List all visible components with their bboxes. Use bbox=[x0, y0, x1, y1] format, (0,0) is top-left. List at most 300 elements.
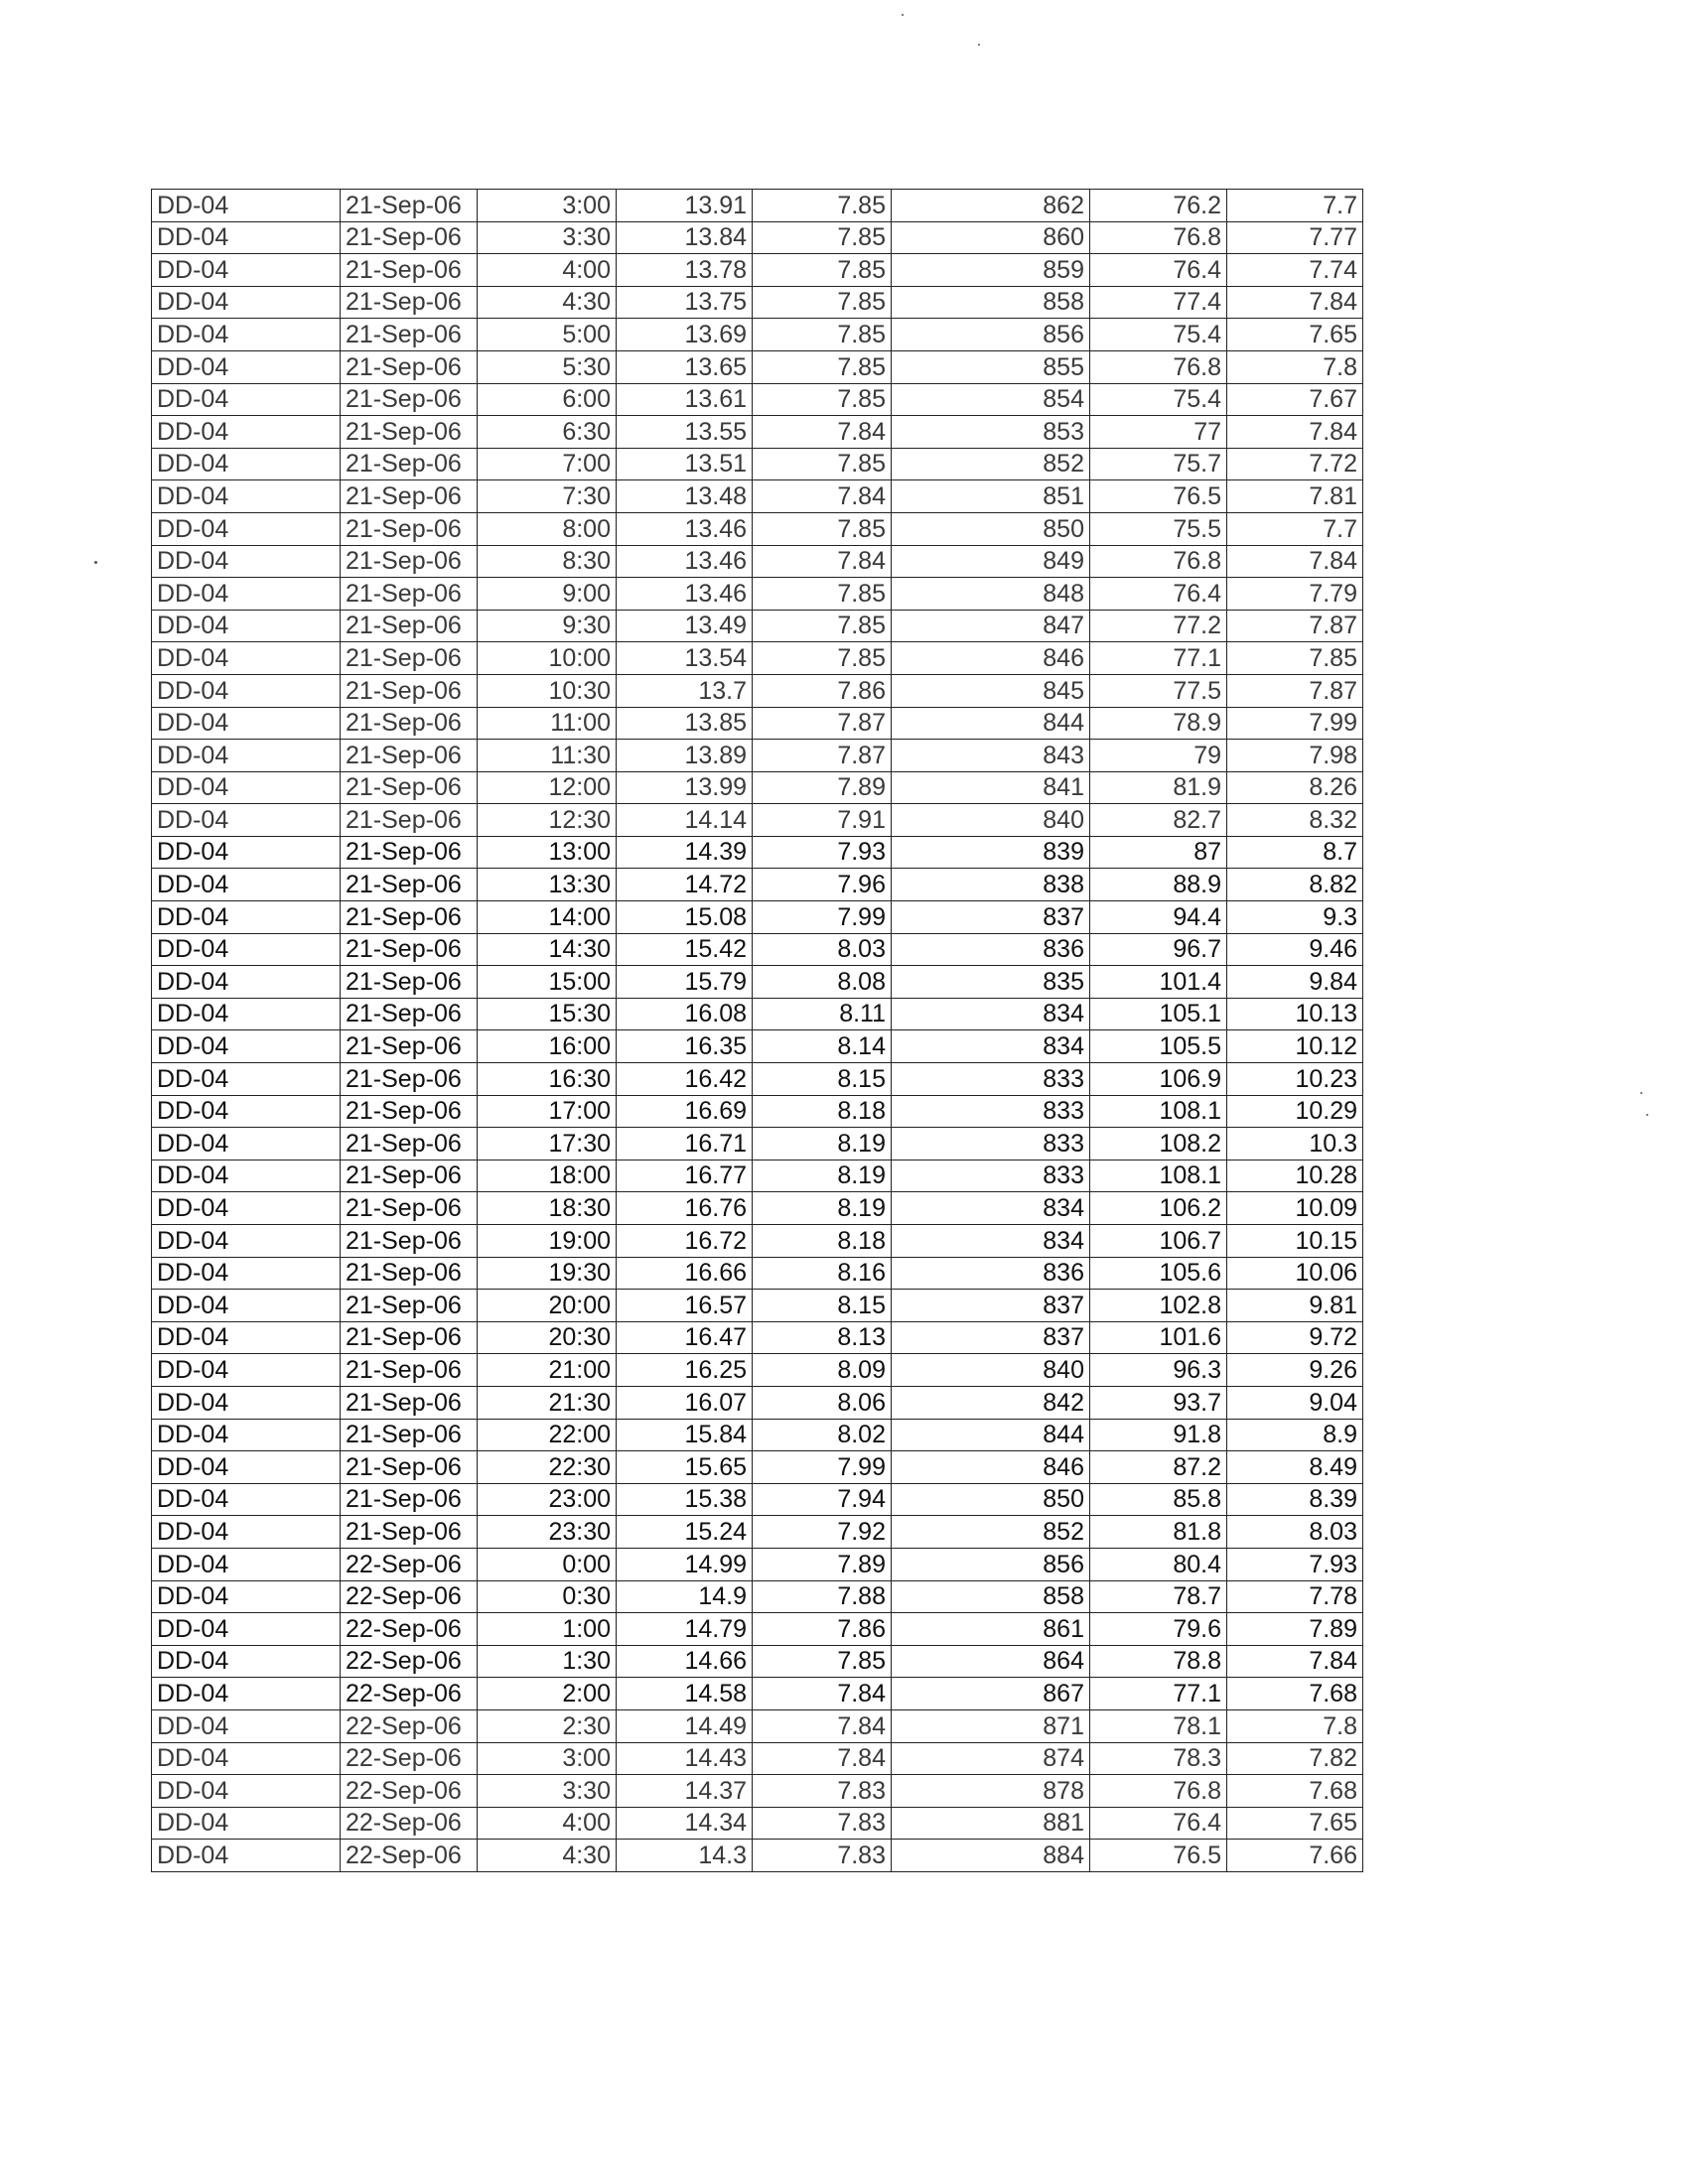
value-c-cell: 840 bbox=[892, 804, 1090, 837]
value-d-cell: 76.2 bbox=[1090, 190, 1227, 222]
time-cell: 2:00 bbox=[478, 1678, 617, 1710]
value-d-cell: 75.7 bbox=[1090, 448, 1227, 480]
time-cell: 0:30 bbox=[478, 1580, 617, 1613]
value-e-cell: 7.74 bbox=[1227, 254, 1363, 287]
value-e-cell: 7.84 bbox=[1227, 416, 1363, 449]
time-cell: 21:30 bbox=[478, 1386, 617, 1419]
value-e-cell: 7.87 bbox=[1227, 674, 1363, 707]
value-c-cell: 884 bbox=[892, 1840, 1090, 1872]
table-row bbox=[152, 1516, 1363, 1549]
value-a-cell: 13.89 bbox=[617, 740, 753, 772]
value-a-cell: 14.43 bbox=[617, 1742, 753, 1775]
time-cell: 4:30 bbox=[478, 286, 617, 319]
value-d-cell: 101.6 bbox=[1090, 1321, 1227, 1354]
date-cell: 21-Sep-06 bbox=[341, 901, 478, 934]
time-cell: 8:30 bbox=[478, 545, 617, 578]
value-b-cell: 7.87 bbox=[753, 707, 892, 740]
date-cell: 21-Sep-06 bbox=[341, 771, 478, 804]
time-cell: 6:30 bbox=[478, 416, 617, 449]
date-cell: 21-Sep-06 bbox=[341, 254, 478, 287]
value-c-cell: 846 bbox=[892, 642, 1090, 675]
value-b-cell: 8.18 bbox=[753, 1095, 892, 1128]
table-row bbox=[152, 740, 1363, 772]
value-b-cell: 8.06 bbox=[753, 1386, 892, 1419]
value-b-cell: 7.85 bbox=[753, 1645, 892, 1678]
value-c-cell: 839 bbox=[892, 836, 1090, 869]
date-cell: 21-Sep-06 bbox=[341, 1290, 478, 1322]
well-id-cell: DD-04 bbox=[152, 1483, 341, 1516]
value-c-cell: 850 bbox=[892, 512, 1090, 545]
table-row bbox=[152, 1613, 1363, 1646]
value-a-cell: 13.78 bbox=[617, 254, 753, 287]
time-cell: 4:00 bbox=[478, 1807, 617, 1840]
value-d-cell: 77.5 bbox=[1090, 674, 1227, 707]
well-id-cell: DD-04 bbox=[152, 350, 341, 383]
value-d-cell: 105.1 bbox=[1090, 998, 1227, 1030]
table-row bbox=[152, 1095, 1363, 1128]
time-cell: 19:00 bbox=[478, 1225, 617, 1258]
value-b-cell: 7.85 bbox=[753, 383, 892, 416]
date-cell: 21-Sep-06 bbox=[341, 740, 478, 772]
value-c-cell: 858 bbox=[892, 286, 1090, 319]
value-a-cell: 13.7 bbox=[617, 674, 753, 707]
value-d-cell: 77.1 bbox=[1090, 1678, 1227, 1710]
value-b-cell: 7.84 bbox=[753, 1709, 892, 1742]
date-cell: 22-Sep-06 bbox=[341, 1709, 478, 1742]
value-e-cell: 9.81 bbox=[1227, 1290, 1363, 1322]
date-cell: 22-Sep-06 bbox=[341, 1580, 478, 1613]
well-id-cell: DD-04 bbox=[152, 480, 341, 513]
value-e-cell: 10.06 bbox=[1227, 1257, 1363, 1290]
value-c-cell: 851 bbox=[892, 480, 1090, 513]
date-cell: 21-Sep-06 bbox=[341, 1095, 478, 1128]
value-d-cell: 108.1 bbox=[1090, 1160, 1227, 1192]
time-cell: 15:00 bbox=[478, 966, 617, 999]
value-a-cell: 16.77 bbox=[617, 1160, 753, 1192]
well-id-cell: DD-04 bbox=[152, 1548, 341, 1580]
value-d-cell: 88.9 bbox=[1090, 869, 1227, 901]
value-c-cell: 836 bbox=[892, 1257, 1090, 1290]
value-c-cell: 834 bbox=[892, 998, 1090, 1030]
date-cell: 21-Sep-06 bbox=[341, 578, 478, 611]
well-id-cell: DD-04 bbox=[152, 966, 341, 999]
table-row bbox=[152, 319, 1363, 351]
value-d-cell: 77.2 bbox=[1090, 610, 1227, 642]
date-cell: 21-Sep-06 bbox=[341, 1516, 478, 1549]
value-b-cell: 7.96 bbox=[753, 869, 892, 901]
value-e-cell: 7.77 bbox=[1227, 221, 1363, 254]
well-id-cell: DD-04 bbox=[152, 1516, 341, 1549]
date-cell: 21-Sep-06 bbox=[341, 1225, 478, 1258]
value-c-cell: 867 bbox=[892, 1678, 1090, 1710]
value-b-cell: 7.85 bbox=[753, 448, 892, 480]
date-cell: 22-Sep-06 bbox=[341, 1807, 478, 1840]
well-id-cell: DD-04 bbox=[152, 901, 341, 934]
value-d-cell: 81.9 bbox=[1090, 771, 1227, 804]
time-cell: 2:30 bbox=[478, 1709, 617, 1742]
date-cell: 22-Sep-06 bbox=[341, 1742, 478, 1775]
scan-speck bbox=[1640, 1092, 1642, 1094]
value-d-cell: 101.4 bbox=[1090, 966, 1227, 999]
value-c-cell: 837 bbox=[892, 1290, 1090, 1322]
value-b-cell: 7.83 bbox=[753, 1807, 892, 1840]
value-e-cell: 10.13 bbox=[1227, 998, 1363, 1030]
value-b-cell: 8.19 bbox=[753, 1192, 892, 1225]
well-id-cell: DD-04 bbox=[152, 254, 341, 287]
value-a-cell: 13.99 bbox=[617, 771, 753, 804]
value-a-cell: 13.46 bbox=[617, 512, 753, 545]
value-c-cell: 849 bbox=[892, 545, 1090, 578]
table-row bbox=[152, 1063, 1363, 1096]
value-d-cell: 76.5 bbox=[1090, 480, 1227, 513]
date-cell: 21-Sep-06 bbox=[341, 1160, 478, 1192]
date-cell: 21-Sep-06 bbox=[341, 1451, 478, 1484]
value-d-cell: 78.3 bbox=[1090, 1742, 1227, 1775]
value-b-cell: 8.15 bbox=[753, 1063, 892, 1096]
value-b-cell: 8.19 bbox=[753, 1128, 892, 1160]
value-c-cell: 847 bbox=[892, 610, 1090, 642]
date-cell: 21-Sep-06 bbox=[341, 804, 478, 837]
value-e-cell: 7.85 bbox=[1227, 642, 1363, 675]
value-d-cell: 79.6 bbox=[1090, 1613, 1227, 1646]
table-row bbox=[152, 901, 1363, 934]
value-c-cell: 856 bbox=[892, 1548, 1090, 1580]
time-cell: 0:00 bbox=[478, 1548, 617, 1580]
date-cell: 21-Sep-06 bbox=[341, 480, 478, 513]
table-row bbox=[152, 1128, 1363, 1160]
table-row bbox=[152, 383, 1363, 416]
value-b-cell: 8.09 bbox=[753, 1354, 892, 1387]
value-c-cell: 853 bbox=[892, 416, 1090, 449]
well-id-cell: DD-04 bbox=[152, 1030, 341, 1063]
value-c-cell: 833 bbox=[892, 1063, 1090, 1096]
value-e-cell: 9.84 bbox=[1227, 966, 1363, 999]
value-c-cell: 833 bbox=[892, 1160, 1090, 1192]
time-cell: 18:30 bbox=[478, 1192, 617, 1225]
value-e-cell: 8.32 bbox=[1227, 804, 1363, 837]
table-row bbox=[152, 1257, 1363, 1290]
time-cell: 8:00 bbox=[478, 512, 617, 545]
value-a-cell: 16.07 bbox=[617, 1386, 753, 1419]
value-c-cell: 833 bbox=[892, 1095, 1090, 1128]
table-row bbox=[152, 545, 1363, 578]
value-b-cell: 7.84 bbox=[753, 480, 892, 513]
value-a-cell: 16.72 bbox=[617, 1225, 753, 1258]
value-a-cell: 13.91 bbox=[617, 190, 753, 222]
value-b-cell: 7.91 bbox=[753, 804, 892, 837]
value-a-cell: 16.35 bbox=[617, 1030, 753, 1063]
date-cell: 21-Sep-06 bbox=[341, 1354, 478, 1387]
value-a-cell: 16.76 bbox=[617, 1192, 753, 1225]
value-a-cell: 14.58 bbox=[617, 1678, 753, 1710]
well-id-cell: DD-04 bbox=[152, 1128, 341, 1160]
time-cell: 7:00 bbox=[478, 448, 617, 480]
value-d-cell: 79 bbox=[1090, 740, 1227, 772]
well-id-cell: DD-04 bbox=[152, 1645, 341, 1678]
well-id-cell: DD-04 bbox=[152, 1290, 341, 1322]
date-cell: 21-Sep-06 bbox=[341, 545, 478, 578]
value-e-cell: 7.89 bbox=[1227, 1613, 1363, 1646]
value-e-cell: 9.72 bbox=[1227, 1321, 1363, 1354]
time-cell: 21:00 bbox=[478, 1354, 617, 1387]
value-a-cell: 14.34 bbox=[617, 1807, 753, 1840]
value-a-cell: 14.99 bbox=[617, 1548, 753, 1580]
well-id-cell: DD-04 bbox=[152, 674, 341, 707]
well-id-cell: DD-04 bbox=[152, 1095, 341, 1128]
value-a-cell: 14.72 bbox=[617, 869, 753, 901]
value-a-cell: 13.55 bbox=[617, 416, 753, 449]
value-d-cell: 76.8 bbox=[1090, 1775, 1227, 1808]
table-row bbox=[152, 771, 1363, 804]
date-cell: 21-Sep-06 bbox=[341, 1257, 478, 1290]
well-id-cell: DD-04 bbox=[152, 1678, 341, 1710]
well-id-cell: DD-04 bbox=[152, 1613, 341, 1646]
date-cell: 21-Sep-06 bbox=[341, 674, 478, 707]
table-body bbox=[152, 190, 1363, 1872]
time-cell: 17:00 bbox=[478, 1095, 617, 1128]
value-d-cell: 96.3 bbox=[1090, 1354, 1227, 1387]
value-b-cell: 7.89 bbox=[753, 771, 892, 804]
time-cell: 3:30 bbox=[478, 1775, 617, 1808]
value-e-cell: 7.87 bbox=[1227, 610, 1363, 642]
table-row bbox=[152, 1807, 1363, 1840]
value-e-cell: 7.66 bbox=[1227, 1840, 1363, 1872]
date-cell: 21-Sep-06 bbox=[341, 998, 478, 1030]
value-a-cell: 15.65 bbox=[617, 1451, 753, 1484]
value-d-cell: 78.1 bbox=[1090, 1709, 1227, 1742]
value-b-cell: 7.85 bbox=[753, 286, 892, 319]
table-row bbox=[152, 1840, 1363, 1872]
value-b-cell: 7.89 bbox=[753, 1548, 892, 1580]
date-cell: 22-Sep-06 bbox=[341, 1678, 478, 1710]
value-b-cell: 8.16 bbox=[753, 1257, 892, 1290]
time-cell: 9:30 bbox=[478, 610, 617, 642]
table-row bbox=[152, 1709, 1363, 1742]
date-cell: 21-Sep-06 bbox=[341, 350, 478, 383]
time-cell: 1:30 bbox=[478, 1645, 617, 1678]
well-id-cell: DD-04 bbox=[152, 190, 341, 222]
value-a-cell: 13.46 bbox=[617, 578, 753, 611]
well-id-cell: DD-04 bbox=[152, 1419, 341, 1451]
value-b-cell: 7.88 bbox=[753, 1580, 892, 1613]
value-e-cell: 7.82 bbox=[1227, 1742, 1363, 1775]
value-c-cell: 845 bbox=[892, 674, 1090, 707]
value-c-cell: 842 bbox=[892, 1386, 1090, 1419]
time-cell: 19:30 bbox=[478, 1257, 617, 1290]
time-cell: 22:30 bbox=[478, 1451, 617, 1484]
value-e-cell: 7.79 bbox=[1227, 578, 1363, 611]
value-b-cell: 8.13 bbox=[753, 1321, 892, 1354]
value-a-cell: 13.61 bbox=[617, 383, 753, 416]
well-id-cell: DD-04 bbox=[152, 1063, 341, 1096]
well-id-cell: DD-04 bbox=[152, 1160, 341, 1192]
time-cell: 14:30 bbox=[478, 933, 617, 966]
table-row bbox=[152, 1451, 1363, 1484]
value-d-cell: 78.8 bbox=[1090, 1645, 1227, 1678]
value-b-cell: 7.94 bbox=[753, 1483, 892, 1516]
time-cell: 6:00 bbox=[478, 383, 617, 416]
date-cell: 21-Sep-06 bbox=[341, 642, 478, 675]
value-b-cell: 7.85 bbox=[753, 254, 892, 287]
time-cell: 3:00 bbox=[478, 1742, 617, 1775]
table-row bbox=[152, 578, 1363, 611]
date-cell: 21-Sep-06 bbox=[341, 610, 478, 642]
time-cell: 3:30 bbox=[478, 221, 617, 254]
value-c-cell: 852 bbox=[892, 448, 1090, 480]
time-cell: 20:00 bbox=[478, 1290, 617, 1322]
value-b-cell: 7.85 bbox=[753, 512, 892, 545]
value-a-cell: 13.75 bbox=[617, 286, 753, 319]
value-a-cell: 15.08 bbox=[617, 901, 753, 934]
well-id-cell: DD-04 bbox=[152, 1386, 341, 1419]
time-cell: 10:30 bbox=[478, 674, 617, 707]
value-b-cell: 7.92 bbox=[753, 1516, 892, 1549]
date-cell: 21-Sep-06 bbox=[341, 707, 478, 740]
date-cell: 21-Sep-06 bbox=[341, 1386, 478, 1419]
date-cell: 22-Sep-06 bbox=[341, 1548, 478, 1580]
value-d-cell: 105.5 bbox=[1090, 1030, 1227, 1063]
well-id-cell: DD-04 bbox=[152, 383, 341, 416]
time-cell: 7:30 bbox=[478, 480, 617, 513]
value-d-cell: 76.4 bbox=[1090, 254, 1227, 287]
time-cell: 16:30 bbox=[478, 1063, 617, 1096]
value-d-cell: 91.8 bbox=[1090, 1419, 1227, 1451]
time-cell: 13:00 bbox=[478, 836, 617, 869]
table-row bbox=[152, 1160, 1363, 1192]
table-row bbox=[152, 1030, 1363, 1063]
table-row bbox=[152, 966, 1363, 999]
value-b-cell: 8.19 bbox=[753, 1160, 892, 1192]
table-row bbox=[152, 998, 1363, 1030]
value-e-cell: 7.67 bbox=[1227, 383, 1363, 416]
table-row bbox=[152, 1742, 1363, 1775]
value-d-cell: 106.7 bbox=[1090, 1225, 1227, 1258]
value-b-cell: 7.85 bbox=[753, 610, 892, 642]
value-e-cell: 7.8 bbox=[1227, 1709, 1363, 1742]
table-row bbox=[152, 1645, 1363, 1678]
well-id-cell: DD-04 bbox=[152, 286, 341, 319]
table-row bbox=[152, 1580, 1363, 1613]
value-c-cell: 860 bbox=[892, 221, 1090, 254]
scan-speck bbox=[1646, 1114, 1648, 1116]
date-cell: 22-Sep-06 bbox=[341, 1613, 478, 1646]
value-e-cell: 8.9 bbox=[1227, 1419, 1363, 1451]
value-c-cell: 874 bbox=[892, 1742, 1090, 1775]
time-cell: 13:30 bbox=[478, 869, 617, 901]
value-e-cell: 7.84 bbox=[1227, 545, 1363, 578]
value-b-cell: 8.14 bbox=[753, 1030, 892, 1063]
time-cell: 23:00 bbox=[478, 1483, 617, 1516]
value-e-cell: 7.8 bbox=[1227, 350, 1363, 383]
date-cell: 21-Sep-06 bbox=[341, 286, 478, 319]
value-d-cell: 94.4 bbox=[1090, 901, 1227, 934]
time-cell: 20:30 bbox=[478, 1321, 617, 1354]
well-id-cell: DD-04 bbox=[152, 221, 341, 254]
time-cell: 17:30 bbox=[478, 1128, 617, 1160]
value-c-cell: 856 bbox=[892, 319, 1090, 351]
value-b-cell: 7.93 bbox=[753, 836, 892, 869]
scan-speck bbox=[978, 44, 980, 46]
well-id-cell: DD-04 bbox=[152, 771, 341, 804]
time-cell: 5:00 bbox=[478, 319, 617, 351]
value-d-cell: 105.6 bbox=[1090, 1257, 1227, 1290]
well-id-cell: DD-04 bbox=[152, 1807, 341, 1840]
date-cell: 21-Sep-06 bbox=[341, 1483, 478, 1516]
data-table bbox=[151, 189, 1363, 1872]
value-d-cell: 76.8 bbox=[1090, 221, 1227, 254]
value-d-cell: 77.1 bbox=[1090, 642, 1227, 675]
table-row bbox=[152, 416, 1363, 449]
value-d-cell: 76.4 bbox=[1090, 1807, 1227, 1840]
well-id-cell: DD-04 bbox=[152, 804, 341, 837]
well-id-cell: DD-04 bbox=[152, 1451, 341, 1484]
value-e-cell: 10.15 bbox=[1227, 1225, 1363, 1258]
value-e-cell: 7.7 bbox=[1227, 190, 1363, 222]
table-row bbox=[152, 1321, 1363, 1354]
table-row bbox=[152, 707, 1363, 740]
value-e-cell: 10.12 bbox=[1227, 1030, 1363, 1063]
time-cell: 9:00 bbox=[478, 578, 617, 611]
value-a-cell: 16.69 bbox=[617, 1095, 753, 1128]
value-d-cell: 93.7 bbox=[1090, 1386, 1227, 1419]
date-cell: 21-Sep-06 bbox=[341, 221, 478, 254]
value-b-cell: 8.11 bbox=[753, 998, 892, 1030]
time-cell: 10:00 bbox=[478, 642, 617, 675]
value-b-cell: 7.83 bbox=[753, 1840, 892, 1872]
time-cell: 23:30 bbox=[478, 1516, 617, 1549]
well-id-cell: DD-04 bbox=[152, 1225, 341, 1258]
table-row bbox=[152, 933, 1363, 966]
value-b-cell: 7.99 bbox=[753, 901, 892, 934]
table-row bbox=[152, 286, 1363, 319]
time-cell: 4:30 bbox=[478, 1840, 617, 1872]
date-cell: 21-Sep-06 bbox=[341, 448, 478, 480]
value-c-cell: 835 bbox=[892, 966, 1090, 999]
value-b-cell: 7.87 bbox=[753, 740, 892, 772]
value-a-cell: 14.9 bbox=[617, 1580, 753, 1613]
well-id-cell: DD-04 bbox=[152, 707, 341, 740]
value-d-cell: 82.7 bbox=[1090, 804, 1227, 837]
value-a-cell: 16.57 bbox=[617, 1290, 753, 1322]
value-a-cell: 14.79 bbox=[617, 1613, 753, 1646]
value-a-cell: 16.08 bbox=[617, 998, 753, 1030]
value-a-cell: 15.42 bbox=[617, 933, 753, 966]
value-b-cell: 7.99 bbox=[753, 1451, 892, 1484]
value-c-cell: 871 bbox=[892, 1709, 1090, 1742]
well-id-cell: DD-04 bbox=[152, 1580, 341, 1613]
value-a-cell: 16.71 bbox=[617, 1128, 753, 1160]
value-a-cell: 13.49 bbox=[617, 610, 753, 642]
date-cell: 21-Sep-06 bbox=[341, 416, 478, 449]
time-cell: 14:00 bbox=[478, 901, 617, 934]
date-cell: 21-Sep-06 bbox=[341, 1128, 478, 1160]
value-a-cell: 14.39 bbox=[617, 836, 753, 869]
value-d-cell: 77 bbox=[1090, 416, 1227, 449]
value-d-cell: 96.7 bbox=[1090, 933, 1227, 966]
value-b-cell: 7.85 bbox=[753, 350, 892, 383]
value-d-cell: 78.9 bbox=[1090, 707, 1227, 740]
value-d-cell: 80.4 bbox=[1090, 1548, 1227, 1580]
well-id-cell: DD-04 bbox=[152, 1709, 341, 1742]
well-id-cell: DD-04 bbox=[152, 1775, 341, 1808]
time-cell: 11:30 bbox=[478, 740, 617, 772]
value-a-cell: 15.79 bbox=[617, 966, 753, 999]
value-e-cell: 8.82 bbox=[1227, 869, 1363, 901]
time-cell: 16:00 bbox=[478, 1030, 617, 1063]
table-row bbox=[152, 1225, 1363, 1258]
value-c-cell: 861 bbox=[892, 1613, 1090, 1646]
date-cell: 21-Sep-06 bbox=[341, 966, 478, 999]
